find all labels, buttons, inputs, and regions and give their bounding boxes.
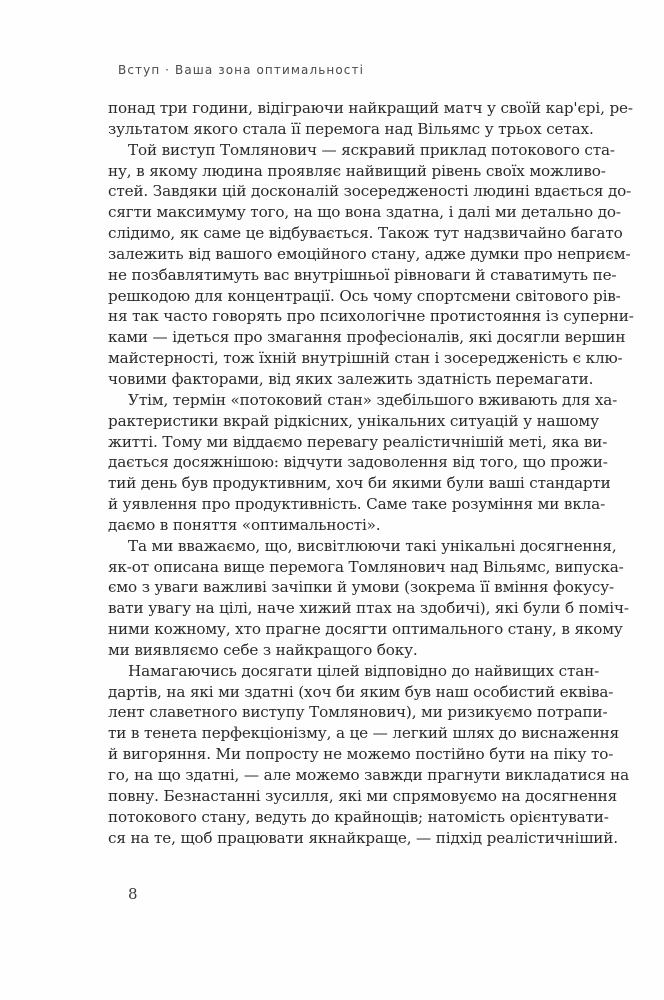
text-line: як-от описана вище перемога Томлянович над Вільямс, випуска- — [108, 557, 624, 576]
text-line: рактеристики вкрай рідкісних, унікальних ситуацій у нашому — [108, 411, 599, 430]
text-line: Та ми вважаємо, що, висвітлюючи такі унікальні досягнення, — [128, 536, 617, 555]
text-line: решкодою для концентрації. Ось чому спортсмени світового рів- — [108, 286, 621, 305]
text-line: Той виступ Томлянович — яскравий приклад потокового ста- — [128, 140, 615, 159]
body-text — [108, 98, 634, 848]
text-line: повну. Безнастанні зусилля, які ми спрямовуємо на досягнення — [108, 786, 618, 805]
text-line: понад три години, відіграючи найкращий матч у своїй кар'єрі, ре- — [108, 99, 633, 117]
text-line: залежить від вашого емоційного стану, адже думки про неприєм- — [108, 244, 631, 263]
text-line: й вигоряння. Ми попросту не можемо постійно бути на піку то- — [108, 745, 614, 764]
text-line: тий день був продуктивним, хоч би якими були ваші стандарти — [108, 474, 611, 493]
text-line: житті. Тому ми віддаємо перевагу реалістичнішій меті, яка ви- — [108, 432, 608, 451]
text-line: ми виявляємо себе з найкращого боку. — [108, 640, 418, 659]
running-head: Вступ · Ваша зона оптимальності — [118, 63, 365, 77]
text-line: ками — ідеться про змагання професіоналів, які досягли вершин — [108, 328, 626, 347]
text-line: ти в тенета перфекціонізму, а це — легкий шлях до виснаження — [108, 724, 619, 743]
text-line: даємо в поняття «оптимальності». — [108, 515, 381, 534]
text-line: ємо з уваги важливі зачіпки й умови (зокрема її вміння фокусу- — [108, 578, 614, 597]
text-line: ну, в якому людина проявляє найвищий рівень своїх можливо- — [108, 161, 606, 180]
text-line: потокового стану, ведуть до крайнощів; натомість орієнтувати- — [108, 807, 609, 826]
text-line: ся на те, щоб працювати якнайкраще, — підхід реалістичніший. — [108, 828, 618, 847]
text-line: й уявлення про продуктивність. Саме таке розуміння ми вкла- — [108, 495, 606, 514]
text-line: не позбавлятимуть вас внутрішньої рівноваги й ставатимуть пе- — [108, 265, 617, 284]
text-line: лент славетного виступу Томлянович), ми ризикуємо потрапи- — [108, 703, 608, 722]
text-line: слідимо, як саме це відбувається. Також тут надзвичайно багато — [108, 224, 623, 243]
text-line: зультатом якого стала її перемога над Вільямс у трьох сетах. — [108, 119, 594, 138]
text-line: Намагаючись досягати цілей відповідно до найвищих стан- — [128, 661, 600, 680]
text-line: Утім, термін «потоковий стан» здебільшого вживають для ха- — [128, 390, 618, 409]
text-line: човими факторами, від яких залежить здатність перемагати. — [108, 369, 594, 388]
text-line: дартів, на які ми здатні (хоч би яким був наш особистий еквіва- — [108, 682, 614, 701]
text-line: дається досяжнішою: відчути задоволення від того, що прожи- — [108, 453, 608, 472]
text-line: стей. Завдяки цій досконалій зосередженості людині вдається до- — [108, 182, 632, 201]
text-line: майстерності, тож їхній внутрішній стан і зосередженість є клю- — [108, 349, 623, 368]
text-line: ними кожному, хто прагне досягти оптимального стану, в якому — [108, 620, 623, 639]
text-line: ня так часто говорять про психологічне протистояння із суперни- — [108, 307, 634, 326]
text-line: сягти максимуму того, на що вона здатна, і далі ми детально до- — [108, 203, 621, 222]
page-number: 8 — [128, 885, 138, 903]
text-line: вати увагу на цілі, наче хижий птах на здобичі), які були б поміч- — [108, 599, 629, 618]
text-line: го, на що здатні, — але можемо завжди прагнути викладатися на — [108, 766, 629, 784]
